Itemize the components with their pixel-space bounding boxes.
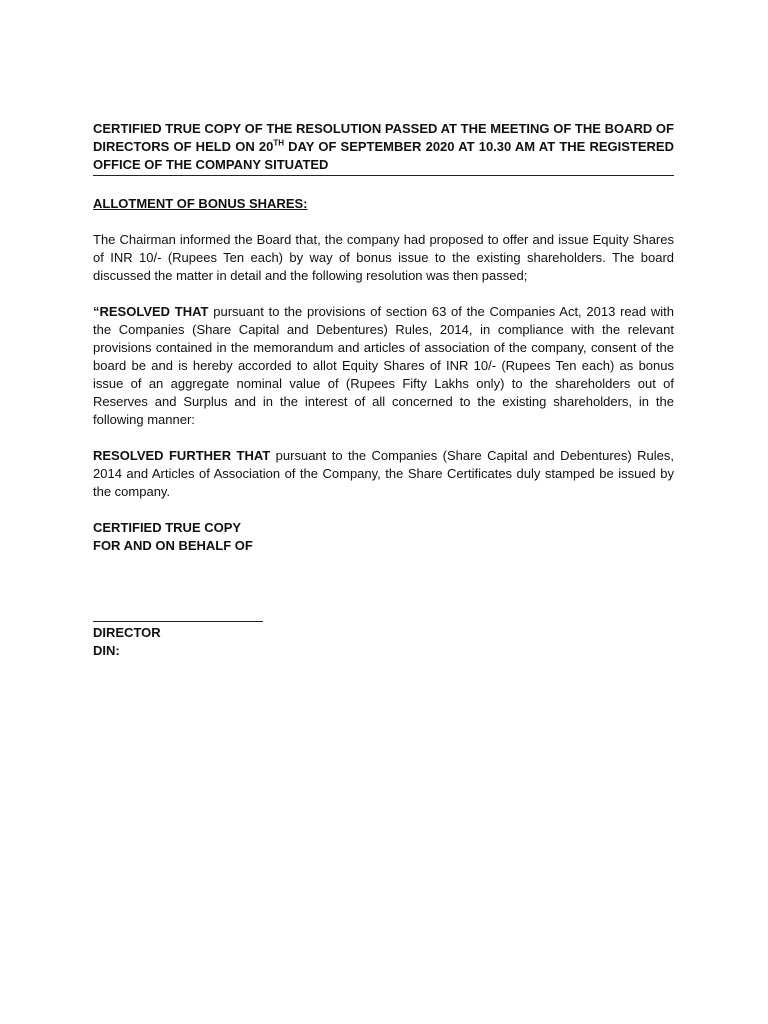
din-label: DIN:	[93, 643, 120, 658]
signature-line	[93, 621, 263, 622]
subject-title: ALLOTMENT OF BONUS SHARES:	[93, 196, 308, 211]
heading-text-part1: CERTIFIED TRUE COPY OF THE RESOLUTION PASSED AT THE MEETING OF THE BOARD OF DIRECTORS OF HELD ON 20	[93, 121, 674, 154]
further-resolution-paragraph	[93, 447, 674, 501]
on-behalf-of-label: FOR AND ON BEHALF OF	[93, 538, 253, 553]
heading-superscript: TH	[273, 138, 285, 148]
document-body	[93, 120, 674, 660]
resolution-paragraph	[93, 303, 674, 429]
resolution-lead: “RESOLVED THAT	[93, 304, 209, 319]
signature-block	[93, 624, 674, 660]
further-resolution-lead: RESOLVED FURTHER THAT	[93, 448, 271, 463]
heading-text-part2: DAY OF SEPTEMBER 2020 AT 10.30 AM AT THE REGISTERED OFFICE OF THE COMPANY SITUATED	[93, 139, 674, 172]
certification-block	[93, 519, 674, 555]
director-label: DIRECTOR	[93, 625, 161, 640]
certified-true-copy-label: CERTIFIED TRUE COPY	[93, 520, 242, 535]
resolution-body: pursuant to the provisions of section 63 of the Companies Act, 2013 read with the Companies (Share Capital and Debentures) Rules, 2014, in compliance with the relevant provisions contained in the memorandum and articles of association of the company, consent of the board be and is hereby accorded to allot Equity Shares of INR 10/- (Rupees Ten each) as bonus issue of an aggregate nominal value of (Rupees Fifty Lakhs only) to the shareholders out of Reserves and Surplus and in the interest of all concerned to the existing shareholders, in the following manner:	[93, 304, 674, 427]
intro-paragraph: The Chairman informed the Board that, the company had proposed to offer and issue Equity Shares of INR 10/- (Rupees Ten each) by way of bonus issue to the existing shareholders. The board discussed the matter in detail and the following resolution was then passed;	[93, 232, 674, 283]
resolution-heading	[93, 120, 674, 176]
further-resolution-body: pursuant to the Companies (Share Capital and Debentures) Rules, 2014 and Articles of Association of the Company, the Share Certificates duly stamped be issued by the company.	[93, 448, 675, 499]
